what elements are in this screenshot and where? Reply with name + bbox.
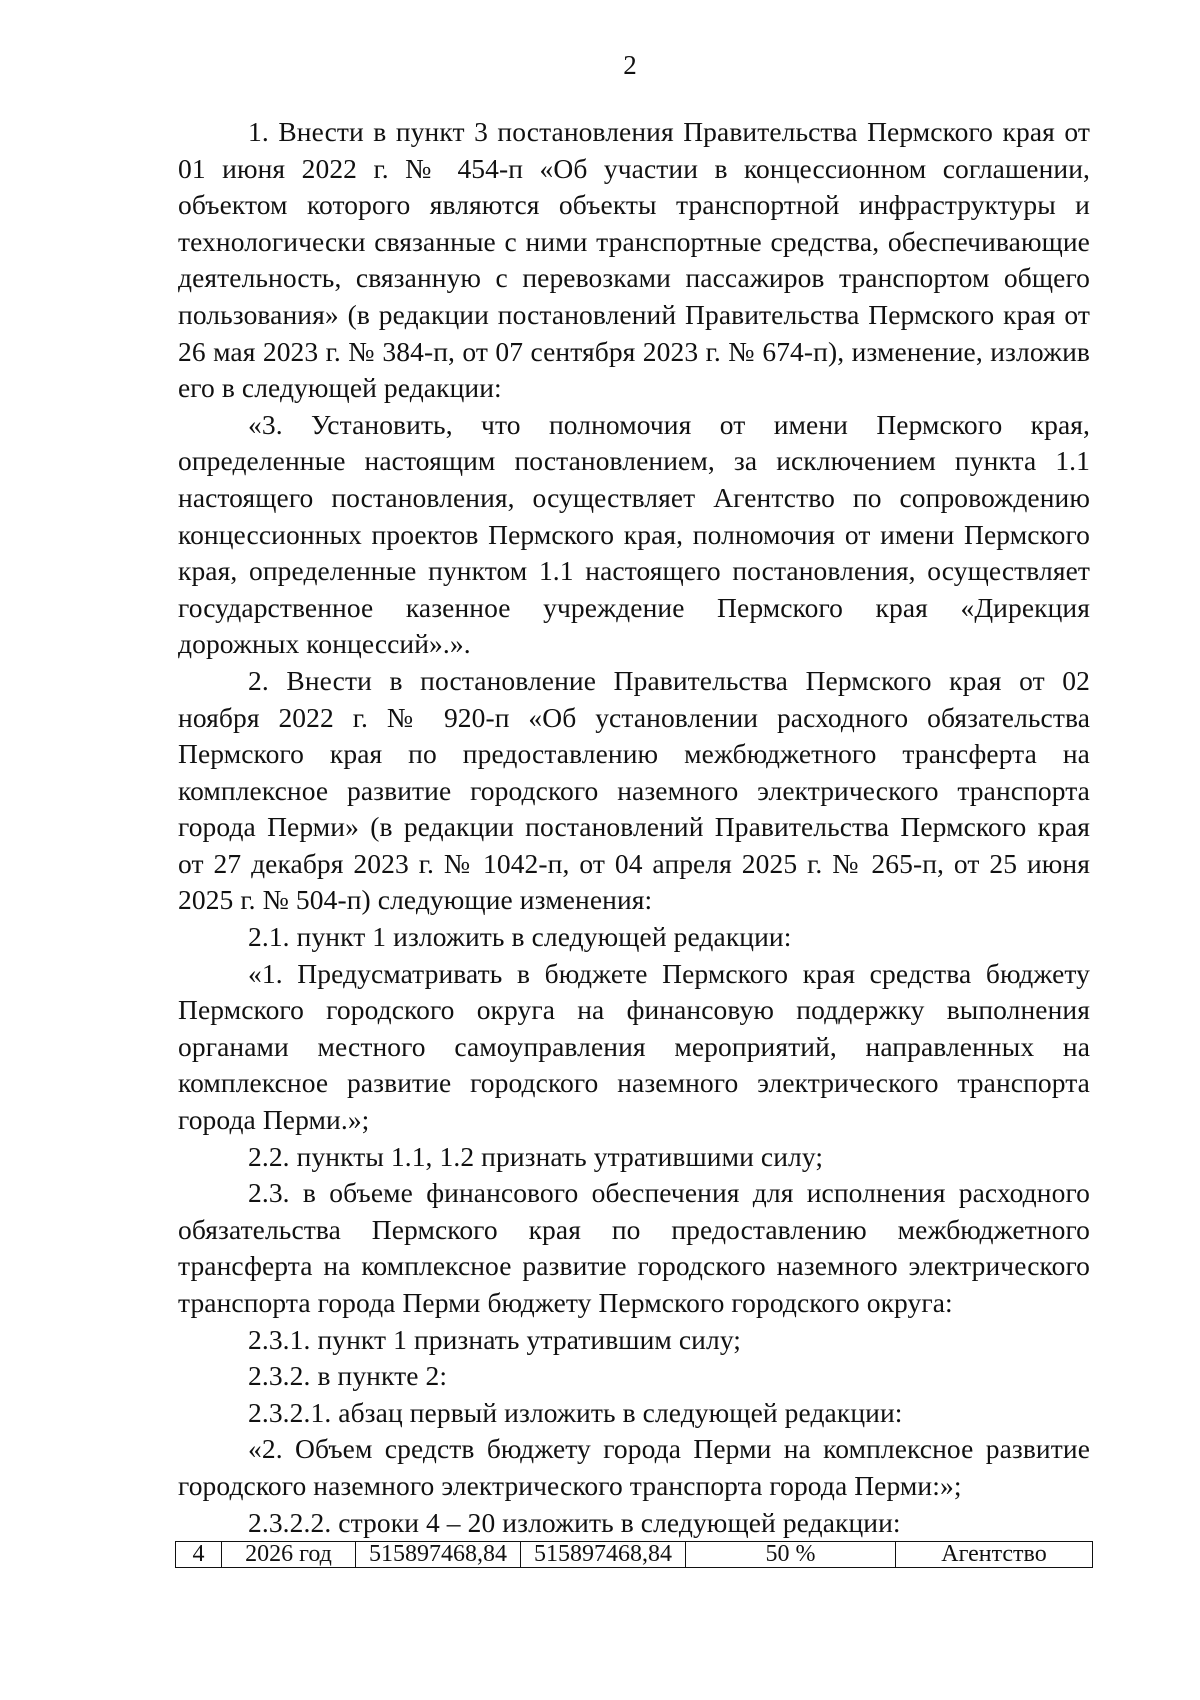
paragraph-10: 2.3.2.1. абзац первый изложить в следующей редакции: [248,1396,903,1428]
paragraph-1: 1. Внести в пункт 3 постановления Правительства Пермского края от 01 июня 2022 г. № 454-п «Об участии в концессионном соглашении, объектом которого являются объекты транспортной инфраструктуры и технологически связанные с ними транспортные средства, обеспечивающие деятельность, связанную с перевозками пассажиров транспортом общего пользования» (в редакции постановлений Правительства Пермского края от 26 мая 2023 г. № 384-п, от 07 сентября 2023 г. № 674-п), изменение, изложив его в следующей редакции: [178,116,1090,404]
table-cell-amount-total: 515897468,84 [356,1542,521,1567]
paragraph-6: 2.2. пункты 1.1, 1.2 признать утратившими силу; [248,1140,824,1172]
page-number: 2 [623,50,637,80]
table-cell-amount-transfer: 515897468,84 [521,1542,686,1567]
paragraph-8: 2.3.1. пункт 1 признать утратившим силу; [248,1323,742,1355]
paragraph-7: 2.3. в объеме финансового обеспечения для исполнения расходного обязательства Пермского края по предоставлению межбюджетного трансферта на комплексное развитие городского наземного электрического транспорта города Перми бюджету Пермского городского округа: [178,1177,1090,1318]
paragraph-9: 2.3.2. в пункте 2: [248,1360,448,1392]
paragraph-12: 2.3.2.2. строки 4 – 20 изложить в следующей редакции: [248,1506,901,1538]
table-cell-row-number: 4 [176,1542,222,1567]
paragraph-3: 2. Внести в постановление Правительства Пермского края от 02 ноября 2022 г. № 920-п «Об установлении расходного обязательства Пермского края по предоставлению межбюджетного трансферта на комплексное развитие городского наземного электрического транспорта города Перми» (в редакции постановлений Правительства Пермского края от 27 декабря 2023 г. № 1042-п, от 04 апреля 2025 г. № 265-п, от 25 июня 2025 г. № 504-п) следующие изменения: [178,664,1090,916]
paragraph-11: «2. Объем средств бюджету города Перми на комплексное развитие городского наземного электрического транспорта города Перми:»; [178,1433,1090,1501]
table-cell-agency: Агентство [941,1542,1047,1567]
table-row [175,1541,1093,1568]
paragraph-5: «1. Предусматривать в бюджете Пермского края средства бюджету Пермского городского округа на финансовую поддержку выполнения органами местного самоуправления мероприятий, направленных на комплексное развитие городского наземного электрического транспорта города Перми.»; [178,957,1090,1136]
table-cell-share: 50 % [686,1542,896,1567]
paragraph-4: 2.1. пункт 1 изложить в следующей редакции: [248,921,792,953]
paragraph-2: «3. Установить, что полномочия от имени Пермского края, определенные настоящим постановлением, за исключением пункта 1.1 настоящего постановления, осуществляет Агентство по сопровождению концессионных проектов Пермского края, полномочия от имени Пермского края, определенные пунктом 1.1 настоящего постановления, осуществляет государственное казенное учреждение Пермского края «Дирекция дорожных концессий».». [178,408,1090,660]
table-cell-year: 2026 год [222,1542,356,1567]
document-body [178,114,1090,1541]
